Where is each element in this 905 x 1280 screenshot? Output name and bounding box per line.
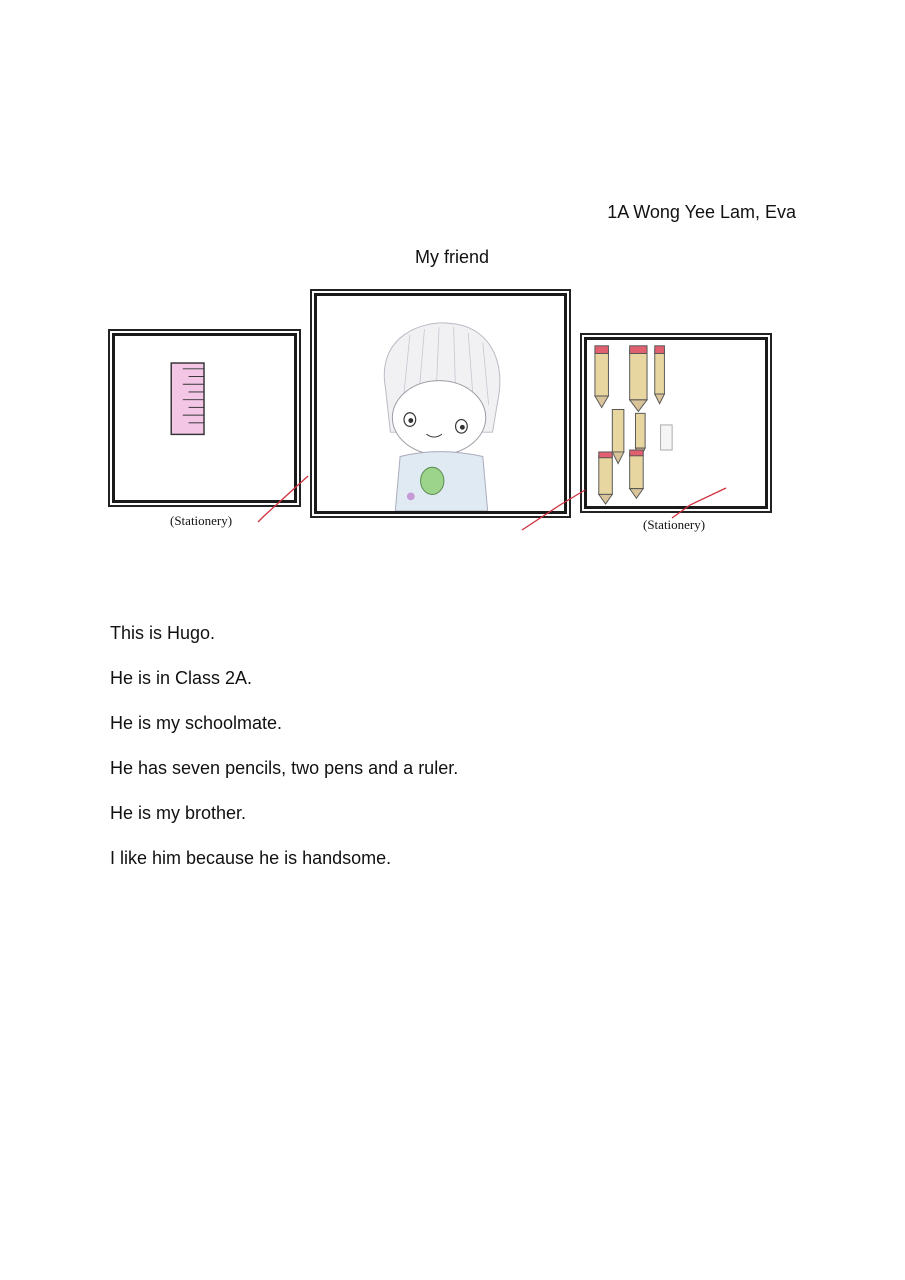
left-caption: (Stationery) [170,513,233,528]
author-name: 1A Wong Yee Lam, Eva [607,202,796,222]
child-figure-icon [317,296,564,511]
body-line: He has seven pencils, two pens and a ruler. [110,758,459,778]
ruler-drawing [112,333,297,503]
body-line: This is Hugo. [110,623,216,643]
pencils-icon [587,340,765,506]
body-line: He is my brother. [110,803,247,823]
friend-portrait-drawing [314,293,567,514]
body-line: He is in Class 2A. [110,668,253,688]
writing-body [110,611,810,881]
body-line: I like him because he is handsome. [110,848,392,868]
ruler-icon [115,336,294,500]
page-title: My friend [414,247,490,267]
pencils-drawing [584,337,768,509]
body-line: He is my schoolmate. [110,713,283,733]
right-caption: (Stationery) [643,517,706,532]
